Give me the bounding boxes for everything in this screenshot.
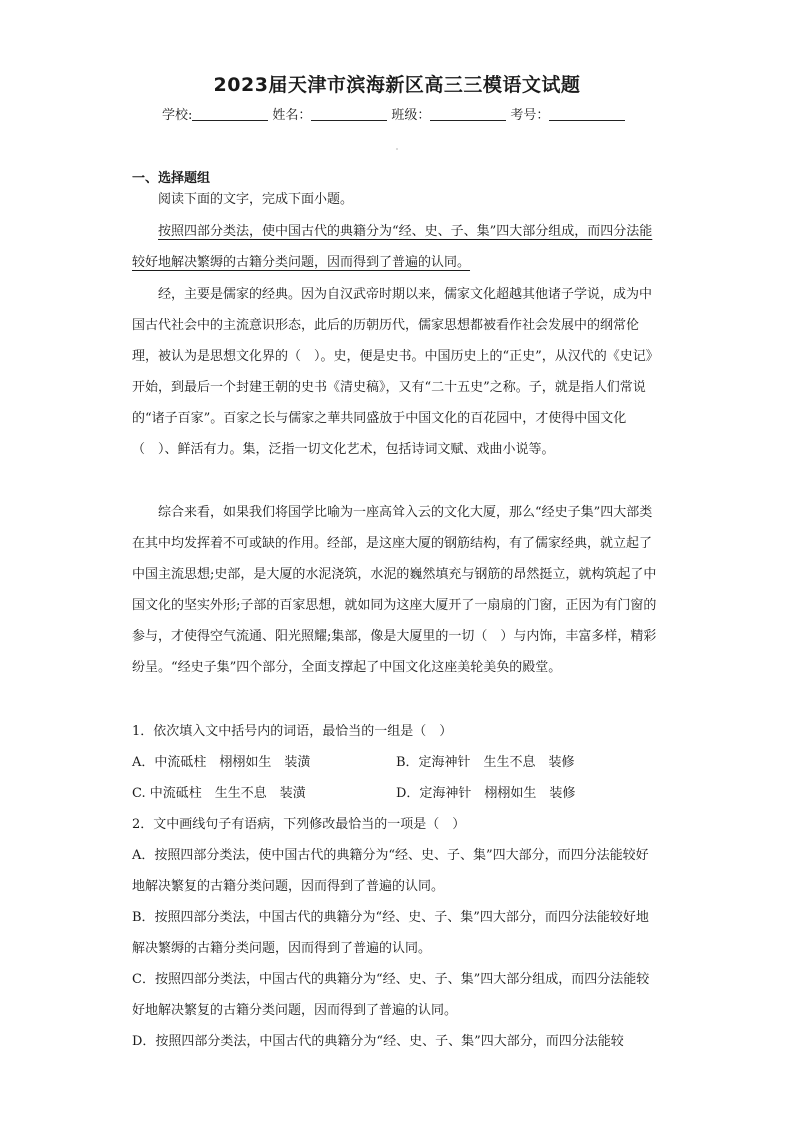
passage-paragraph-2: 综合来看，如果我们将国学比喻为一座高耸入云的文化大厦，那么“经史子集”四大部类在其中均发挥着不可或缺的作用。经部，是这座大厦的钢筋结构，有了儒家经典，就立起了中国主流思想;史部，是大厦的水泥浇筑，水泥的巍然填充与钢筋的昂然挺立，就构筑起了中国文化的坚实外形;子部的百家思想，就如同为这座大厦开了一扇扇的门窗，正因为有门窗的参与，才使得空气流通、阳光照耀;集部，像是大厦里的一切（ ）与内饰，丰富多样，精彩纷呈。“经史子集”四个部分，全面支撑起了中国文化这座美轮美奂的殿堂。 xyxy=(132,505,657,675)
school-blank xyxy=(192,108,268,121)
q2-option-d: D．按照四部分类法，中国古代的典籍分为“经、史、子、集”四大部分，而四分法能较 xyxy=(132,1034,624,1049)
school-label: 学校: xyxy=(162,108,193,123)
class-label: 班级： xyxy=(391,108,431,123)
underlined-text: 按照四部分类法，使中国古代的典籍分为“经、史、子、集”四大部分组成，而四分法能较好地解决繁缛的古籍分类问题，因而得到了普遍的认同。 xyxy=(132,224,653,270)
question-2-stem: 2．文中画线句子有语病，下列修改最恰当的一项是（ ） xyxy=(132,817,466,832)
passage-paragraph-1: 经，主要是儒家的经典。因为自汉武帝时期以来，儒家文化超越其他诸子学说，成为中国古代社会中的主流意识形态，此后的历朝历代，儒家思想都被看作社会发展中的纲常伦理，被认为是思想文化界的（ ）。史，便是史书。中国历史上的“正史”，从汉代的《史记》开始，到最后一个封建王朝的史书《清史稿》，又有“二十五史”之称。子，就是指人们常说的“诸子百家”。百家之长与儒家之華共同盛放于中国文化的百花园中，才使得中国文化（ ）、鲜活有力。集，泛指一切文化艺术，包括诗词文赋、戏曲小说等。 xyxy=(132,287,659,457)
q1-option-d: D．定海神针 栩栩如生 装修 xyxy=(396,786,576,801)
underlined-sentence xyxy=(132,216,660,278)
reading-instruction: 阅读下面的文字，完成下面小题。 xyxy=(158,192,354,207)
student-info-line xyxy=(162,104,629,123)
q2-option-a: A．按照四部分类法，使中国古代的典籍分为“经、史、子、集”四大部分，而四分法能较好地解决繁复的古籍分类问题，因而得到了普遍的认同。 xyxy=(132,848,649,894)
name-blank xyxy=(311,108,387,121)
name-label: 姓名： xyxy=(272,108,312,123)
question-1-options xyxy=(132,747,660,809)
q1-option-a: A．中流砥柱 栩栩如生 装潢 xyxy=(132,755,311,770)
q2-option-b: B．按照四部分类法，中国古代的典籍分为“经、史、子、集”四大部分，而四分法能较好地解决繁缛的古籍分类问题，因而得到了普遍的认同。 xyxy=(132,910,649,956)
exam-no-label: 考号： xyxy=(510,108,550,123)
q2-option-c: C．按照四部分类法，中国古代的典籍分为“经、史、子、集”四大部分组成，而四分法能较好地解决繁复的古籍分类问题，因而得到了普遍的认同。 xyxy=(132,972,650,1018)
q1-option-c: C. 中流砥柱 生生不息 装潢 xyxy=(132,786,306,801)
section-heading: 一、选择题组 xyxy=(132,171,211,186)
question-1-stem: 1．依次填入文中括号内的词语，最恰当的一组是（ ） xyxy=(132,724,453,739)
class-blank xyxy=(430,108,506,121)
page-title: 2023届天津市滨海新区高三三模语文试题 xyxy=(213,74,581,96)
scan-dot xyxy=(396,148,398,150)
q1-option-b: B．定海神针 生生不息 装修 xyxy=(396,755,575,770)
exam-no-blank xyxy=(549,108,625,121)
